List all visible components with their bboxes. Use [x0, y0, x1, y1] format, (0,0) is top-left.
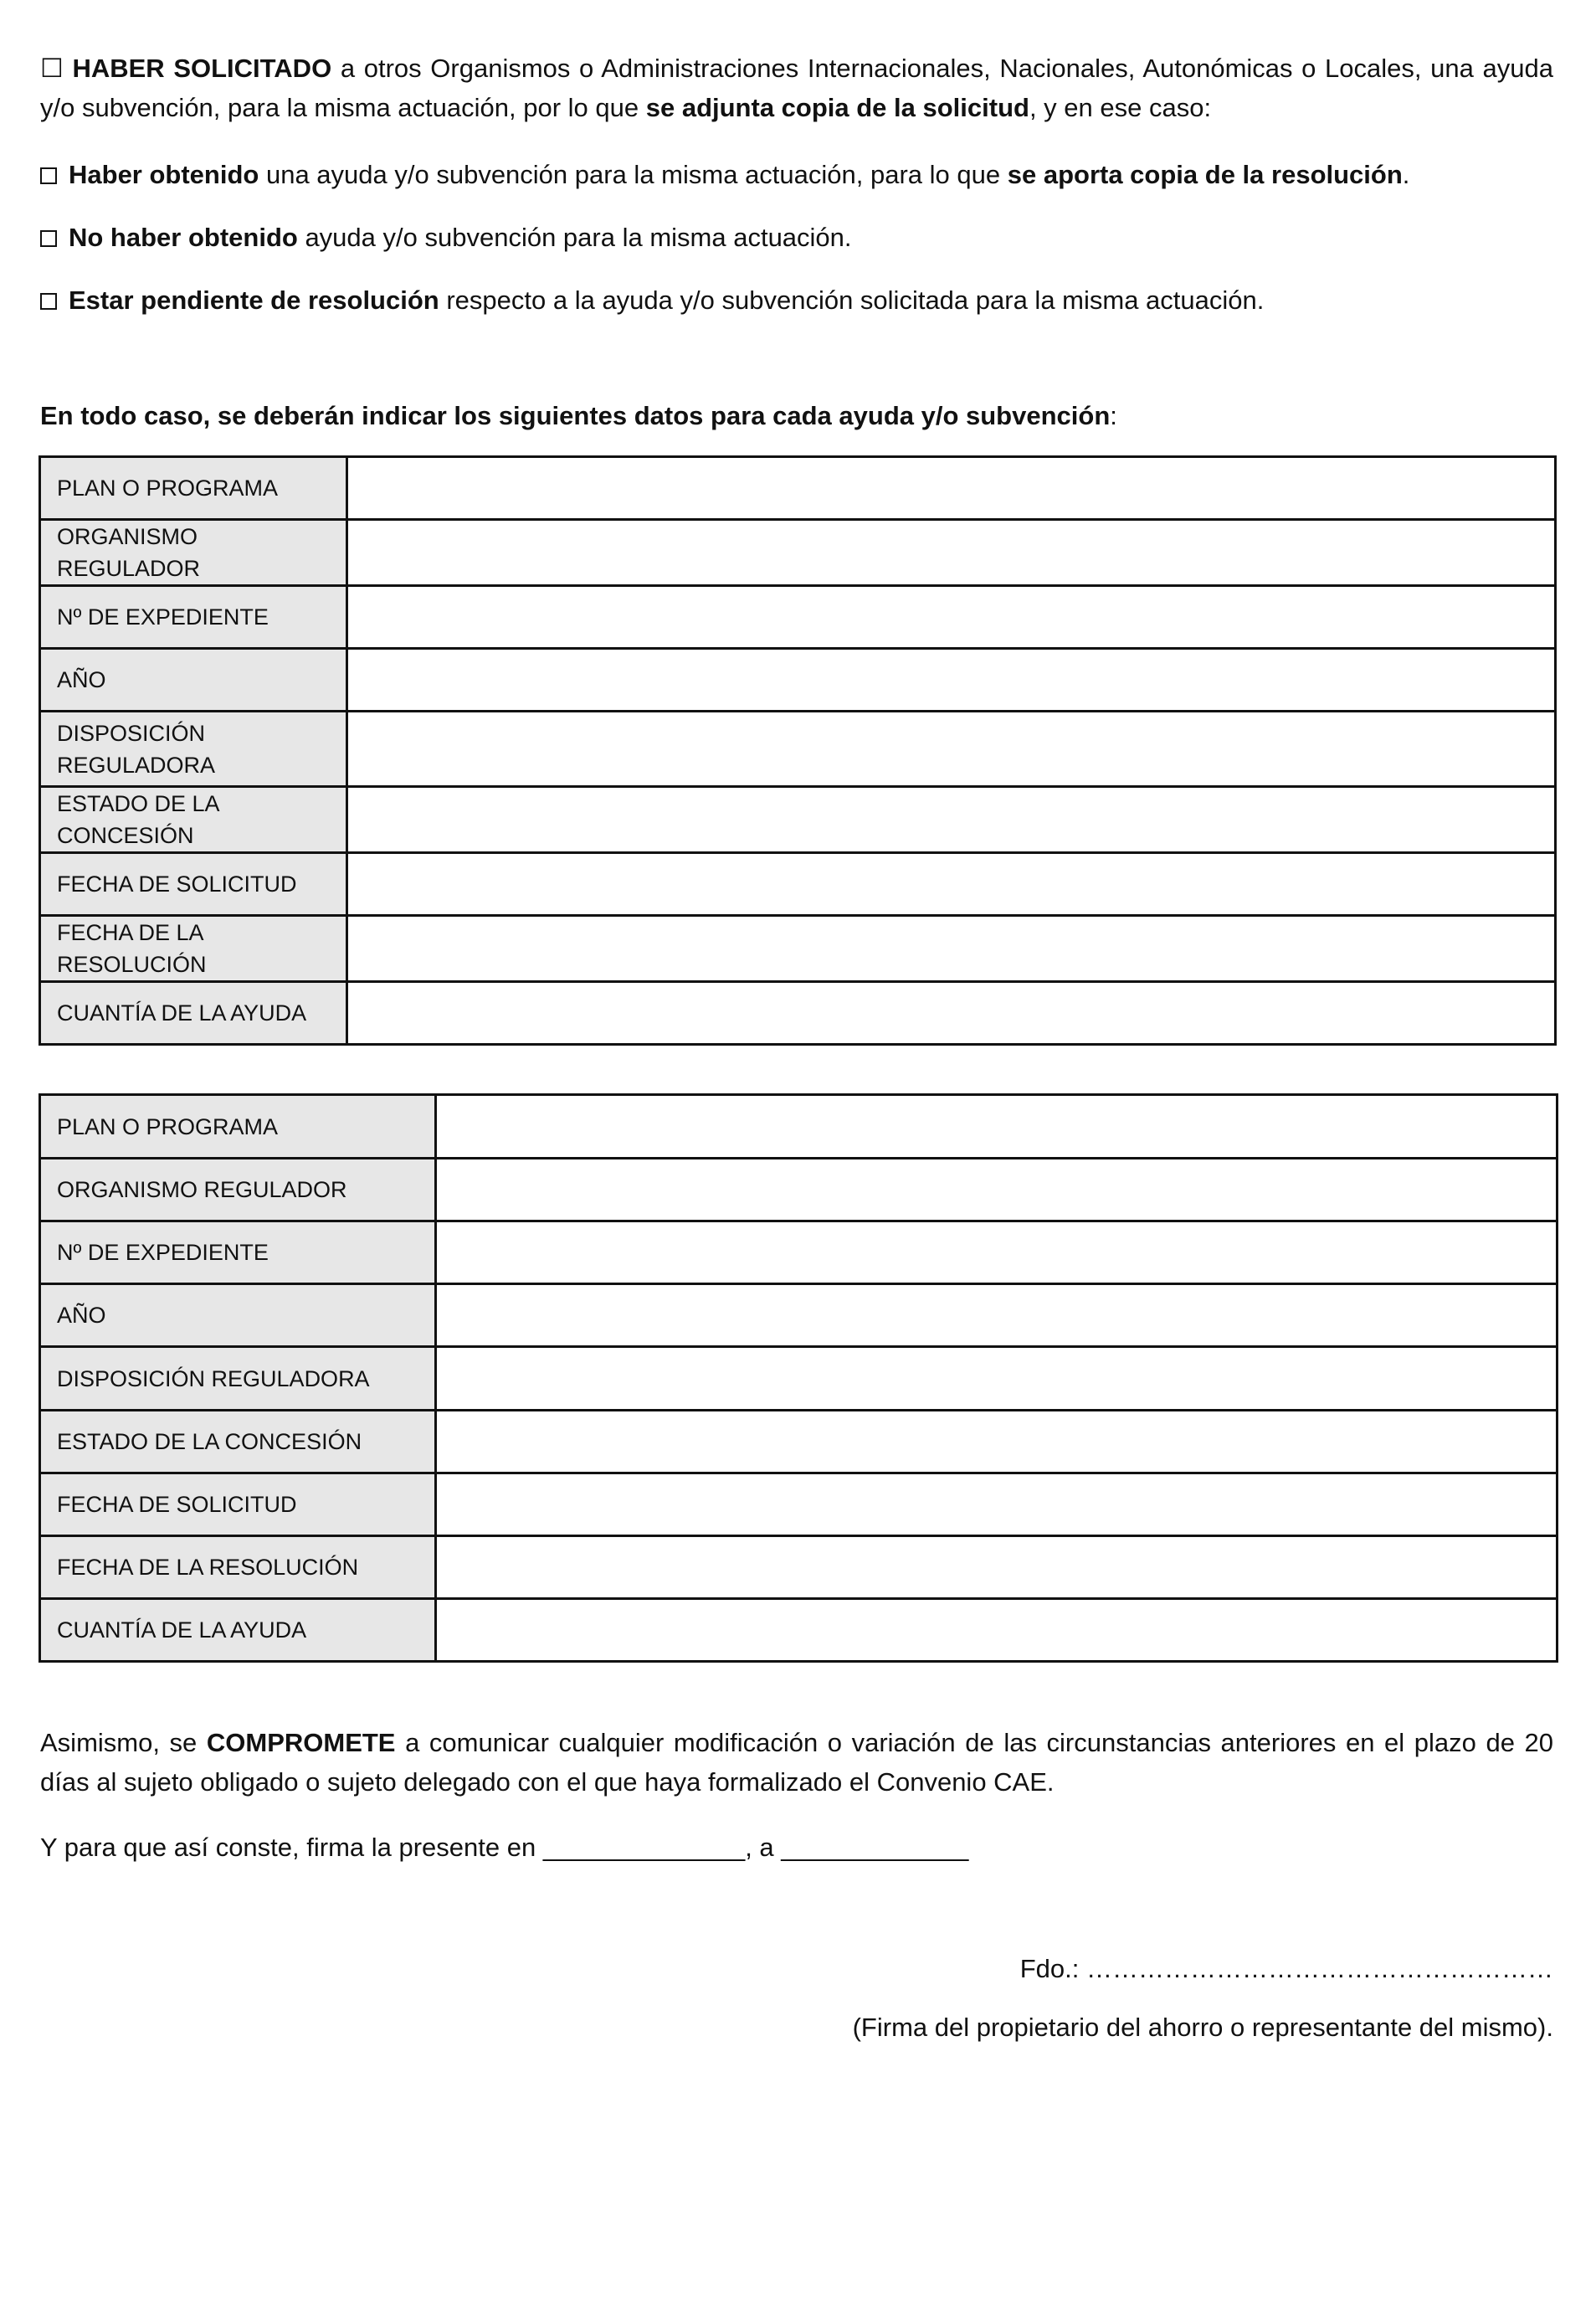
option-1-bold: Haber obtenido: [69, 160, 259, 189]
table-row: [40, 1347, 1558, 1411]
table-row: [40, 1536, 1558, 1599]
option-3-text: respecto a la ayuda y/o subvención solicitada para la misma actuación.: [439, 285, 1265, 315]
row-label: DISPOSICIÓN REGULADORA: [40, 1347, 436, 1411]
row-label: ESTADO DE LA CONCESIÓN: [40, 1411, 436, 1473]
option-3-bold: Estar pendiente de resolución: [69, 285, 439, 315]
row-label: ESTADO DE LA CONCESIÓN: [40, 787, 347, 853]
table-row: [40, 520, 1556, 586]
table-row: [40, 1221, 1558, 1284]
estado-concesion-field-2[interactable]: [436, 1411, 1558, 1473]
table-row: [40, 1599, 1558, 1662]
row-label: FECHA DE SOLICITUD: [40, 853, 347, 916]
disposicion-reguladora-field-1[interactable]: [347, 712, 1556, 787]
fecha-resolucion-field-2[interactable]: [436, 1536, 1558, 1599]
row-label: ORGANISMO REGULADOR: [40, 1159, 436, 1221]
row-label: DISPOSICIÓN REGULADORA: [40, 712, 347, 787]
commitment-bold: COMPROMETE: [206, 1728, 396, 1757]
signature-caption: (Firma del propietario del ahorro o representante del mismo).: [852, 2013, 1553, 2042]
option-no-haber-obtenido: [40, 221, 852, 255]
option-1-bold-2: se aporta copia de la resolución: [1007, 160, 1403, 189]
checkbox-haber-obtenido[interactable]: [40, 167, 57, 184]
table-heading-colon: :: [1110, 401, 1117, 430]
place-date-line[interactable]: Y para que así conste, firma la presente en ______________, a _____________: [40, 1833, 969, 1862]
checkbox-no-haber-obtenido[interactable]: [40, 230, 57, 247]
row-label: AÑO: [40, 1284, 436, 1347]
intro-paragraph: [40, 49, 1553, 127]
expediente-field-1[interactable]: [347, 586, 1556, 649]
option-pendiente-resolucion: [40, 284, 1264, 317]
table-heading: [40, 399, 1117, 433]
disposicion-reguladora-field-2[interactable]: [436, 1347, 1558, 1411]
commitment-text-1: Asimismo, se: [40, 1728, 207, 1757]
option-2-bold: No haber obtenido: [69, 223, 298, 252]
row-label: FECHA DE LA RESOLUCIÓN: [40, 1536, 436, 1599]
row-label: Nº DE EXPEDIENTE: [40, 586, 347, 649]
intro-bold-2: se adjunta copia de la solicitud: [645, 93, 1029, 122]
table-heading-bold: En todo caso, se deberán indicar los siguientes datos para cada ayuda y/o subvención: [40, 401, 1111, 430]
anio-field-1[interactable]: [347, 649, 1556, 712]
table-row: [40, 1159, 1558, 1221]
signature-line[interactable]: Fdo.: ………………………………………………: [1019, 1954, 1553, 1983]
option-2-text: ayuda y/o subvención para la misma actuación.: [297, 223, 852, 252]
fecha-resolucion-field-1[interactable]: [347, 916, 1556, 982]
fecha-solicitud-field-1[interactable]: [347, 853, 1556, 916]
table-row: [40, 1284, 1558, 1347]
table-row: [40, 649, 1556, 712]
aid-table-1: [38, 455, 1557, 1046]
table-row: [40, 586, 1556, 649]
row-label: Nº DE EXPEDIENTE: [40, 1221, 436, 1284]
checkbox-pendiente-resolucion[interactable]: [40, 293, 57, 310]
checkbox-haber-solicitado[interactable]: ☐: [40, 54, 64, 83]
row-label: AÑO: [40, 649, 347, 712]
row-label: CUANTÍA DE LA AYUDA: [40, 1599, 436, 1662]
row-label: PLAN O PROGRAMA: [40, 1095, 436, 1159]
plan-programa-field-1[interactable]: [347, 457, 1556, 520]
organismo-regulador-field-2[interactable]: [436, 1159, 1558, 1221]
cuantia-ayuda-field-1[interactable]: [347, 982, 1556, 1045]
expediente-field-2[interactable]: [436, 1221, 1558, 1284]
table-row: [40, 853, 1556, 916]
aid-table-2: [38, 1093, 1558, 1663]
intro-text-2: , y en ese caso:: [1029, 93, 1212, 122]
table-row: [40, 457, 1556, 520]
row-label: CUANTÍA DE LA AYUDA: [40, 982, 347, 1045]
anio-field-2[interactable]: [436, 1284, 1558, 1347]
row-label: PLAN O PROGRAMA: [40, 457, 347, 520]
cuantia-ayuda-field-2[interactable]: [436, 1599, 1558, 1662]
intro-text-1: a otros Organismos o Administraciones Internacionales, Nacionales, Autonómicas o Locales, una ayuda y/o subvención, para la misma actuación, por lo que: [40, 54, 1553, 122]
intro-bold-1: HABER SOLICITADO: [72, 54, 332, 83]
table-row: [40, 712, 1556, 787]
table-row: [40, 916, 1556, 982]
row-label: FECHA DE LA RESOLUCIÓN: [40, 916, 347, 982]
table-row: [40, 787, 1556, 853]
table-row: [40, 1411, 1558, 1473]
option-haber-obtenido: [40, 158, 1409, 192]
commitment-text-2: a comunicar cualquier modificación o variación de las circunstancias anteriores en el plazo de 20 días al sujeto obligado o sujeto delegado con el que haya formalizado el Convenio CAE.: [40, 1728, 1554, 1797]
option-1-text-2: .: [1402, 160, 1410, 189]
estado-concesion-field-1[interactable]: [347, 787, 1556, 853]
plan-programa-field-2[interactable]: [436, 1095, 1558, 1159]
option-1-text: una ayuda y/o subvención para la misma actuación, para lo que: [259, 160, 1008, 189]
table-row: [40, 1473, 1558, 1536]
organismo-regulador-field-1[interactable]: [347, 520, 1556, 586]
table-row: [40, 982, 1556, 1045]
row-label: FECHA DE SOLICITUD: [40, 1473, 436, 1536]
row-label: ORGANISMO REGULADOR: [40, 520, 347, 586]
table-row: [40, 1095, 1558, 1159]
fecha-solicitud-field-2[interactable]: [436, 1473, 1558, 1536]
commitment-paragraph: [40, 1723, 1553, 1802]
